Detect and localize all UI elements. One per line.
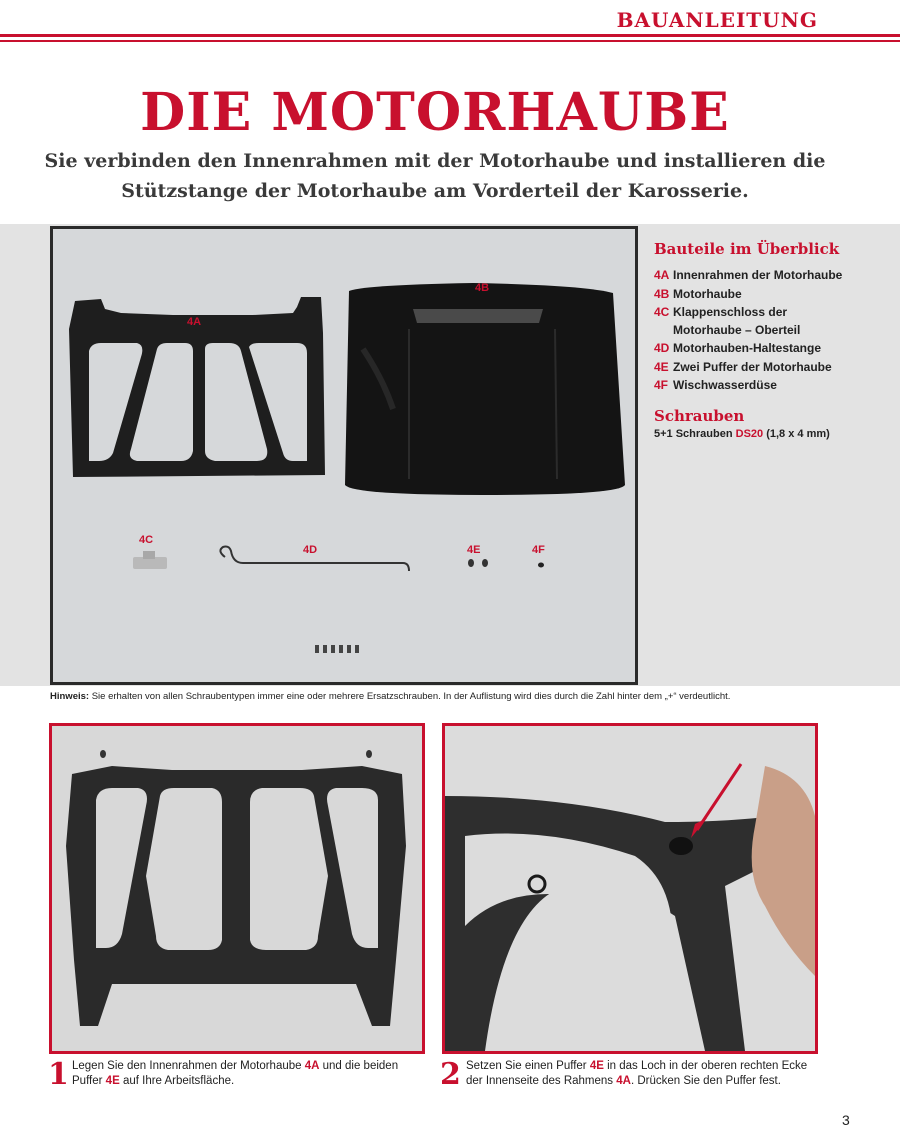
part-name: Klappenschloss der	[673, 304, 788, 319]
page-number: 3	[842, 1112, 850, 1128]
screws-code: DS20	[735, 428, 764, 441]
step-1-illustration	[52, 726, 422, 1051]
hood-part	[345, 283, 625, 495]
part-code: 4D	[654, 341, 670, 356]
hint-text: Sie erhalten von allen Schraubentypen immer eine oder mehrere Ersatzschrauben. In der Auflistung wird dies durch die Zahl hinter dem „+“ verdeutlicht.	[89, 691, 731, 702]
page-subtitle: Sie verbinden den Innenrahmen mit der Motorhaube und installieren die Stützstange der Motorhaube am Vorderteil der Karosserie.	[44, 150, 826, 202]
text-segment: auf Ihre Arbeitsfläche.	[119, 1075, 235, 1087]
text-segment: in das Loch in der oberen rechten Ecke	[603, 1060, 808, 1072]
part-name: Motorhaube	[673, 286, 742, 301]
list-item	[654, 303, 894, 321]
step-1-number: 1	[48, 1057, 69, 1092]
nozzle-part	[538, 563, 544, 568]
step-2-line-1	[466, 1059, 807, 1074]
page-title: DIE MOTORHAUBE	[140, 82, 730, 143]
list-item-continuation	[654, 321, 894, 339]
part-code: 4E	[105, 1075, 120, 1087]
label-4c: 4C	[139, 534, 154, 546]
parts-illustration	[53, 229, 635, 682]
text-segment: Setzen Sie einen Puffer	[466, 1060, 590, 1072]
screws-prefix: 5+1 Schrauben	[654, 428, 736, 441]
screws-suffix: (1,8 x 4 mm)	[763, 428, 830, 441]
step-2-number: 2	[440, 1057, 461, 1092]
step-2-photo	[442, 723, 818, 1054]
hint-note	[50, 691, 850, 702]
part-code: 4E	[654, 359, 669, 374]
screws-line	[654, 425, 894, 443]
step-2-line-2	[466, 1074, 807, 1089]
part-code: 4B	[654, 286, 670, 301]
part-code: 4A	[654, 268, 670, 283]
part-code: 4A	[304, 1060, 320, 1072]
label-4f: 4F	[532, 544, 545, 556]
buffers-part	[468, 559, 488, 567]
overview-heading: Bauteile im Überblick	[654, 240, 840, 258]
step-2-text	[466, 1059, 807, 1089]
text-segment: Legen Sie den Innenrahmen der Motorhaube	[72, 1060, 305, 1072]
list-item	[654, 339, 894, 357]
part-code: 4F	[654, 378, 669, 393]
step-1-line-2	[72, 1074, 398, 1089]
label-4a: 4A	[187, 316, 202, 328]
part-code: 4E	[589, 1060, 604, 1072]
latch-part	[133, 551, 167, 569]
part-name: Zwei Puffer der Motorhaube	[673, 359, 832, 374]
section-label: BAUANLEITUNG	[616, 8, 818, 32]
step-1-photo	[49, 723, 425, 1054]
header-rule-top	[0, 34, 900, 37]
text-segment: . Drücken Sie den Puffer fest.	[630, 1075, 781, 1087]
text-segment: Puffer	[72, 1075, 106, 1087]
text-segment: der Innenseite des Rahmens	[466, 1075, 617, 1087]
list-item	[654, 376, 894, 394]
page-header	[0, 0, 900, 50]
header-rule-bottom	[0, 40, 900, 42]
list-item	[654, 266, 894, 284]
text-segment: und die beiden	[319, 1060, 399, 1072]
step-1-text	[72, 1059, 398, 1089]
parts-photo	[50, 226, 638, 685]
part-name-continued: Motorhaube – Oberteil	[673, 323, 801, 338]
part-code: 4A	[616, 1075, 631, 1087]
part-name: Motorhauben-Haltestange	[673, 341, 822, 356]
part-name: Wischwasserdüse	[673, 378, 777, 393]
parts-overview	[654, 240, 894, 444]
step-1-line-1	[72, 1059, 398, 1074]
screws-part	[315, 645, 359, 653]
label-4b: 4B	[475, 282, 490, 294]
part-code: 4C	[654, 304, 670, 319]
screws-heading: Schrauben	[654, 407, 745, 426]
label-4e: 4E	[467, 544, 481, 556]
part-name: Innenrahmen der Motorhaube	[673, 268, 843, 283]
list-item	[654, 358, 894, 376]
list-item	[654, 285, 894, 303]
step-2-illustration	[445, 726, 815, 1051]
label-4d: 4D	[303, 544, 318, 556]
hint-label: Hinweis:	[50, 691, 90, 702]
